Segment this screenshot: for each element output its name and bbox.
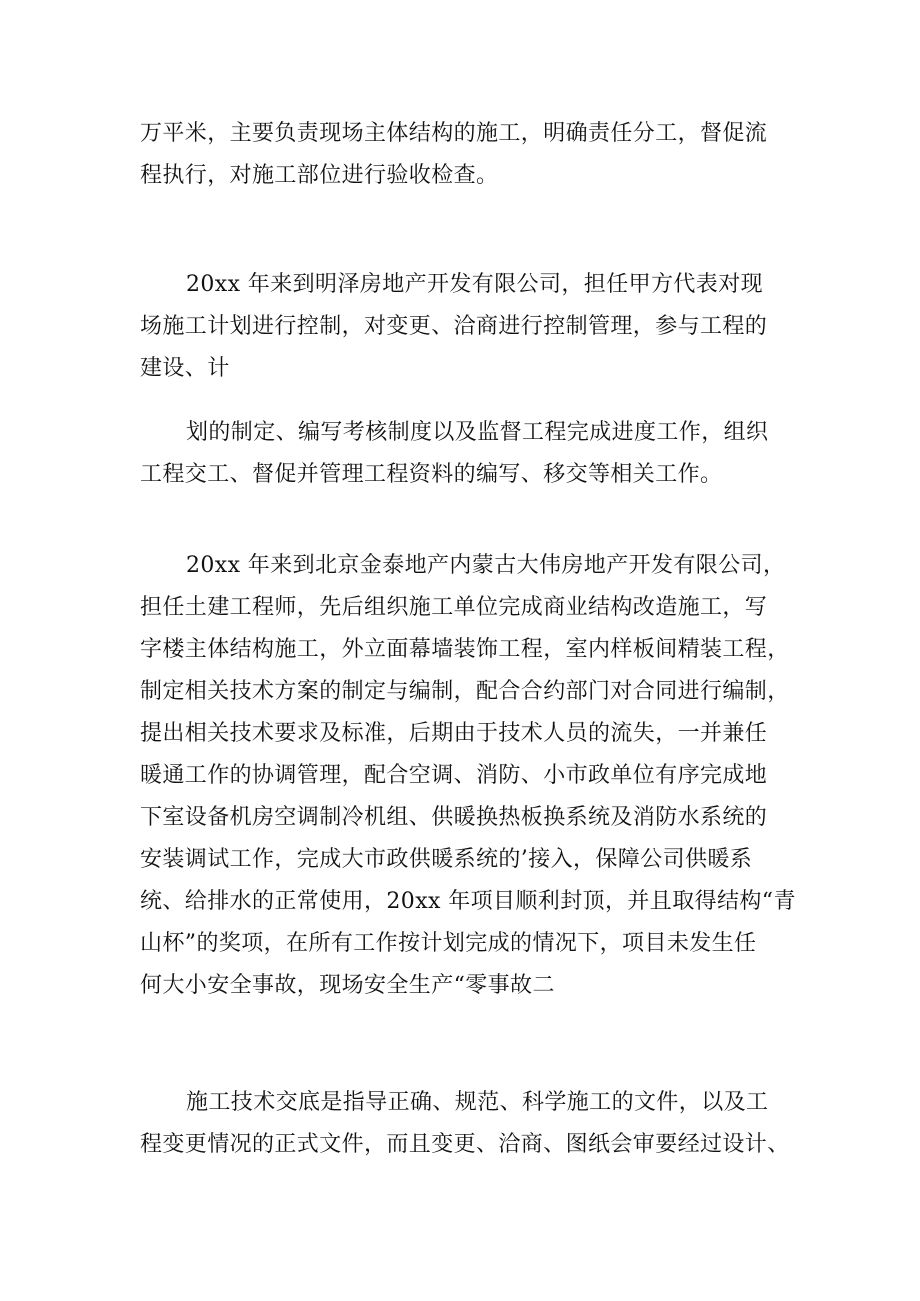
paragraph-1 — [140, 113, 790, 197]
paragraph-line: 施工技术交底是指导正确、规范、科学施工的文件，以及工 — [186, 1090, 769, 1115]
paragraph-line: 万平米，主要负责现场主体结构的施工，明确责任分工，督促流 — [140, 121, 768, 146]
paragraph-line: 提出相关技术要求及标准，后期由于技术人员的流失，一并兼任 — [140, 721, 768, 746]
paragraph-line: 山杯”的奖项，在所有工作按计划完成的情况下，项目未发生任 — [140, 931, 757, 956]
paragraph-4 — [140, 545, 796, 1007]
paragraph-line: 建设、计 — [140, 356, 230, 381]
paragraph-line: 程变更情况的正式文件，而且变更、洽商、图纸会审要经过设计、 — [140, 1132, 790, 1157]
paragraph-line: 场施工计划进行控制，对变更、洽商进行控制管理，参与工程的 — [140, 314, 768, 339]
paragraph-5 — [140, 1082, 790, 1166]
paragraph-line: 程执行，对施工部位进行验收检查。 — [140, 163, 499, 188]
paragraph-line: 何大小安全事故，现场安全生产“零事故二 — [140, 973, 555, 998]
paragraph-line: 下室设备机房空调制冷机组、供暖换热板换系统及消防水系统的 — [140, 805, 768, 830]
paragraph-line: 统、给排水的正常使用，20xx 年项目顺利封顶，并且取得结构“青 — [140, 889, 796, 914]
paragraph-line: 担任土建工程师，先后组织施工单位完成商业结构改造施工，写 — [140, 595, 768, 620]
paragraph-line: 字楼主体结构施工，外立面幕墙装饰工程，室内样板间精装工程， — [140, 637, 790, 662]
paragraph-line: 工程交工、督促并管理工程资料的编写、移交等相关工作。 — [140, 462, 723, 487]
paragraph-line: 制定相关技术方案的制定与编制，配合合约部门对合同进行编制， — [140, 679, 790, 704]
paragraph-line: 20xx 年来到北京金泰地产内蒙古大伟房地产开发有限公司， — [186, 553, 786, 578]
paragraph-line: 20xx 年来到明泽房地产开发有限公司，担任甲方代表对现 — [186, 272, 764, 297]
paragraph-3 — [140, 412, 790, 496]
paragraph-line: 划的制定、编写考核制度以及监督工程完成进度工作，组织 — [186, 420, 769, 445]
paragraph-2 — [140, 264, 790, 390]
paragraph-line: 安装调试工作，完成大市政供暖系统的’接入，保障公司供暖系 — [140, 847, 753, 872]
paragraph-line: 暖通工作的协调管理，配合空调、消防、小市政单位有序完成地 — [140, 763, 768, 788]
